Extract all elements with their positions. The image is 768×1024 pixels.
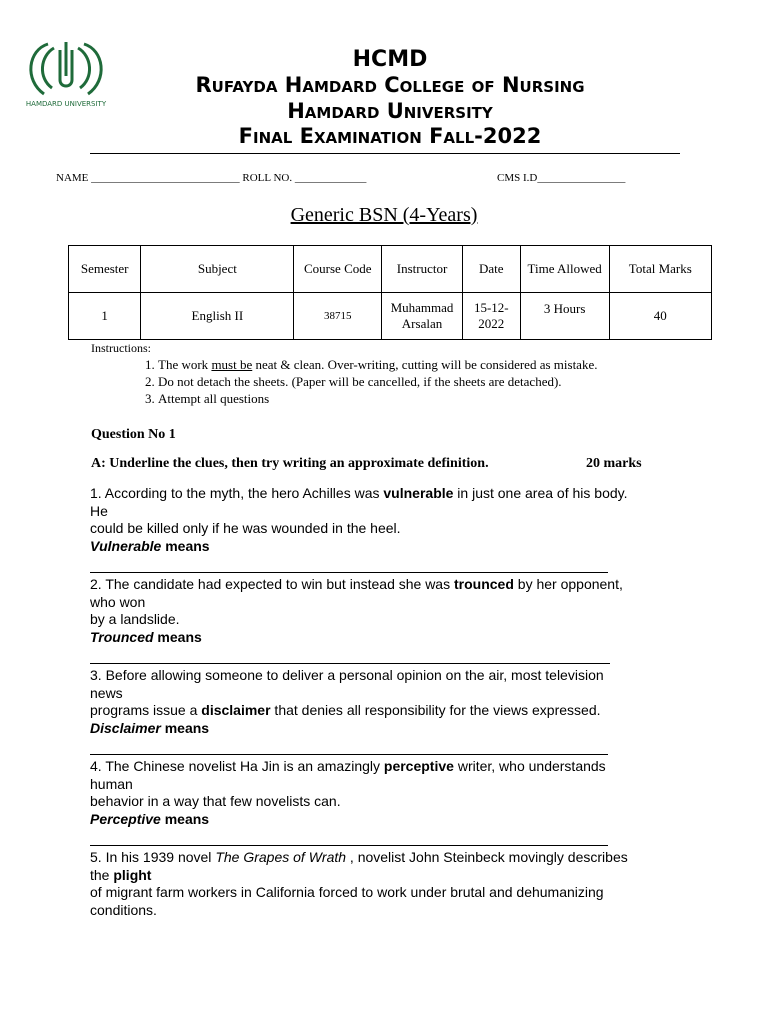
term: Perceptive [90,810,161,827]
cell-total-marks: 40 [609,293,711,340]
college-name: Rufayda Hamdard College of Nursing [195,73,585,97]
table-row [69,293,712,340]
exam-title: Final Examination Fall-2022 [238,124,542,148]
header-instructor: Instructor [382,246,463,293]
name-roll-field[interactable]: NAME ___________________________ ROLL NO. _____________ [56,172,367,184]
header-date: Date [462,246,520,293]
table-header-row [69,246,712,293]
question-part-a: A: Underline the clues, then try writing an approximate definition. [91,456,489,471]
term: Trounced [90,628,154,645]
header-total-marks: Total Marks [609,246,711,293]
instruction-item: 2. Do not detach the sheets. (Paper will be cancelled, if the sheets are detached). [158,373,597,390]
header-subject: Subject [141,246,294,293]
cell-date: 15-12-2022 [462,293,520,340]
header-divider [90,153,680,154]
term: Disclaimer [90,719,161,736]
answer-line[interactable] [90,646,610,664]
question-item: 4. The Chinese novelist Ha Jin is an amazingly perceptive writer, who understands human behavior in a way that few novelists can. Perceptive means [90,758,680,846]
question-item: 1. According to the myth, the hero Achilles was vulnerable in just one area of his body. He could be killed only if he was wounded in the heel. Vulnerable means [90,485,680,573]
question-title: Question No 1 [91,427,176,442]
instruction-item: 3. Attempt all questions [158,390,597,407]
term: Vulnerable [90,537,162,554]
question-items [90,485,680,919]
question-item: 3. Before allowing someone to deliver a personal opinion on the air, most television news programs issue a disclaimer that denies all responsibility for the views expressed. Disclaimer means [90,667,680,755]
header-time-allowed: Time Allowed [520,246,609,293]
answer-line[interactable] [90,737,608,755]
question-marks: 20 marks [586,456,642,471]
answer-line[interactable] [90,828,608,846]
instructions-list [128,356,597,407]
cell-subject: English II [141,293,294,340]
header-semester: Semester [69,246,141,293]
university-name: Hamdard University [287,99,493,123]
university-logo [18,36,114,114]
instructions-title: Instructions: [91,341,151,355]
cell-time-allowed: 3 Hours [520,293,609,340]
cell-semester: 1 [69,293,141,340]
question-item: 2. The candidate had expected to win but instead she was trounced by her opponent, who won by a landslide. Trounced means [90,576,680,664]
header-line-1: HCMD [352,47,428,72]
answer-line[interactable] [90,555,608,573]
question-item: 5. In his 1939 novel The Grapes of Wrath , novelist John Steinbeck movingly describes the plight of migrant farm workers in California forced to work under brutal and dehumanizing conditions. [90,849,628,918]
exam-info-table [68,245,712,340]
header-course-code: Course Code [294,246,382,293]
cell-instructor: Muhammad Arsalan [382,293,463,340]
svg-text:HAMDARD UNIVERSITY: HAMDARD UNIVERSITY [25,100,107,108]
cms-id-field[interactable]: CMS I.D________________ [497,172,626,184]
program-title: Generic BSN (4-Years) [290,204,478,226]
cell-course-code: 38715 [294,293,382,340]
instruction-item: 1. The work must be neat & clean. Over-writing, cutting will be considered as mistake. [158,356,597,373]
